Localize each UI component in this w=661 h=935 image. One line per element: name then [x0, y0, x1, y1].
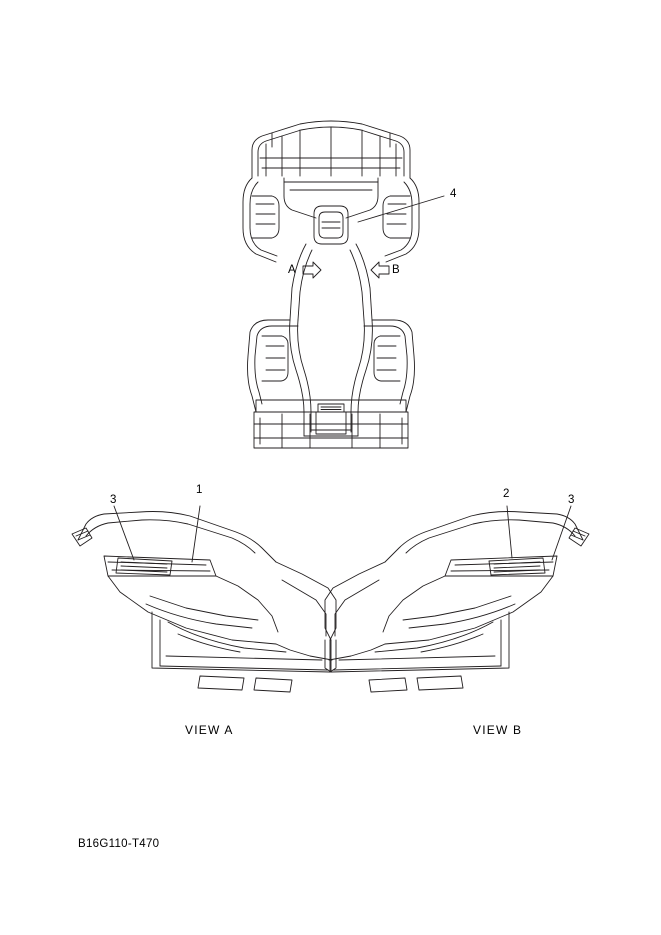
callout-3-view-a: 3	[110, 494, 117, 506]
section-arrow-b	[371, 262, 389, 278]
view-b-leaders	[507, 506, 571, 560]
callout-1-view-a: 1	[196, 484, 203, 496]
view-a-caption: VIEW A	[185, 723, 234, 737]
view-b-drawing	[325, 512, 589, 693]
section-marker-b: B	[392, 264, 400, 276]
callout-3-view-b: 3	[568, 494, 575, 506]
view-a-drawing	[72, 512, 336, 693]
view-b-caption: VIEW B	[473, 723, 523, 737]
view-a-leaders	[114, 506, 200, 562]
section-marker-a: A	[288, 264, 296, 276]
top-view-vehicle	[243, 121, 419, 448]
callout-2-view-b: 2	[503, 488, 510, 500]
callout-4: 4	[450, 188, 457, 200]
part-number: B16G110-T470	[78, 838, 160, 850]
